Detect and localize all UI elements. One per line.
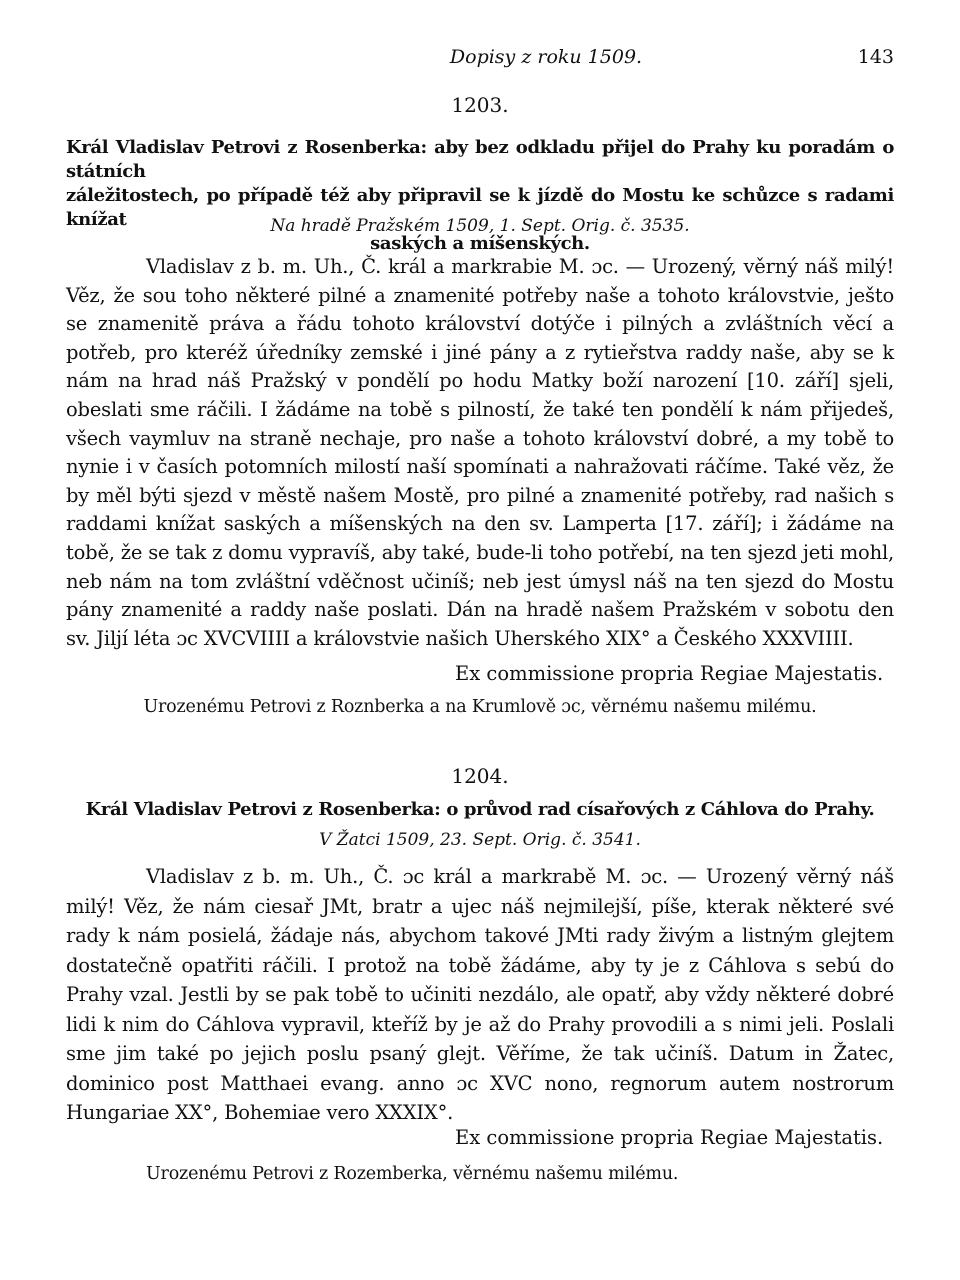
letter-body: Vladislav z b. m. Uh., Č. král a markrabie M. ɔc. — Urozený, věrný náš milý! Věz, že sou toho některé pilné a znamenité potřeby naše a tohoto královstvie, ješto se znamenitě práva a řádu tohoto království dotýče i pilných a zvláštních věcí a potřeb, pro kteréž úředníky zemské i jiné pány a z rytieřstva raddy naše, aby se k nám na hrad náš Pražský v pondělí po hodu Matky boží narození [10. září] sjeli, obeslati sme ráčili. I žádáme na tobě s pilností, že také ten pondělí k nám přijedeš, všech vaymluv na straně nechaje, pro naše a tohoto království dobré, a my tobě to nynie i v časích potomních milostí naší spomínati a nahražovati ráčíme. Také věz, že by měl býti sjezd v městě našem Mostě, pro pilné a znamenité potřeby, rad našich s raddami knížat saských a míšenských na den sv. Lamperta [17. září]; i žádáme na tobě, že se tak z domu vypravíš, aby také, bude-li toho potřebí, na ten sjezd jeti mohl, neb nám na tom zvláštní vděčnost učiníš; neb jest úmysl náš na ten sjezd do Mostu pány znamenité a raddy naše poslati. Dán na hradě našem Pražském v sobotu den sv. Jiljí léta ɔc XVCVIIII a královstvie našich Uherského XIX° a Českého XXXVIIII. (66, 255, 894, 650)
letter-number: 1203. (451, 93, 509, 117)
commission-line: Ex commissione propria Regiae Majestatis. (455, 1126, 884, 1149)
letter-address: Urozenému Petrovi z Roznberka a na Krumlově ɔc, věrnému našemu milému. (143, 697, 817, 717)
summary-line: saských a míšenských. (370, 233, 590, 254)
commission-line: Ex commissione propria Regiae Majestatis. (455, 662, 884, 685)
letter-dateline: V Žatci 1509, 23. Sept. Orig. č. 3541. (319, 830, 641, 850)
letter-body: Vladislav z b. m. Uh., Č. ɔc král a markrabě M. ɔc. — Urozený věrný náš milý! Věz, že nám ciesař JMt, bratr a ujec náš nejmilejší, píše, kterak některé své rady k nám posielá, žádaje nás, abychom takové JMti rady živým a listným glejtem dostatečně opatřiti ráčili. I protož na tobě žádáme, aby ty je z Cáhlova s sebú do Prahy vzal. Jestli by se pak tobě to učiniti nezdálo, ale opatř, aby vždy některé dobré lidi k nim do Cáhlova vypravil, kteříž by je až do Prahy provodili a s nimi jeli. Poslali sme jim také po jejich poslu psaný glejt. Věříme, že tak učiníš. Datum in Žatec, dominico post Matthaei evang. anno ɔc XVC nono, regnorum autem nostrorum Hungariae XX°, Bohemiae vero XXXIX°. (66, 865, 894, 1124)
letter-summary (66, 136, 894, 256)
page-number: 143 (857, 46, 894, 68)
running-title: Dopisy z roku 1509. (449, 46, 643, 68)
letter-number: 1204. (451, 764, 509, 788)
letter-dateline: Na hradě Pražském 1509, 1. Sept. Orig. č. 3535. (270, 216, 690, 236)
letter-summary (66, 798, 894, 822)
summary-line: Král Vladislav Petrovi z Rosenberka: aby bez odkladu přijel do Prahy ku poradám o státních (66, 137, 894, 182)
running-head (68, 46, 894, 76)
summary-line: Král Vladislav Petrovi z Rosenberka: o průvod rad císařových z Cáhlova do Prahy. (85, 799, 875, 820)
letter-address: Urozenému Petrovi z Rozemberka, věrnému našemu milému. (146, 1164, 679, 1184)
summary-line: záležitostech, po případě též aby připravil se k jízdě do Mostu ke schůzce s radami knížat (66, 185, 894, 230)
